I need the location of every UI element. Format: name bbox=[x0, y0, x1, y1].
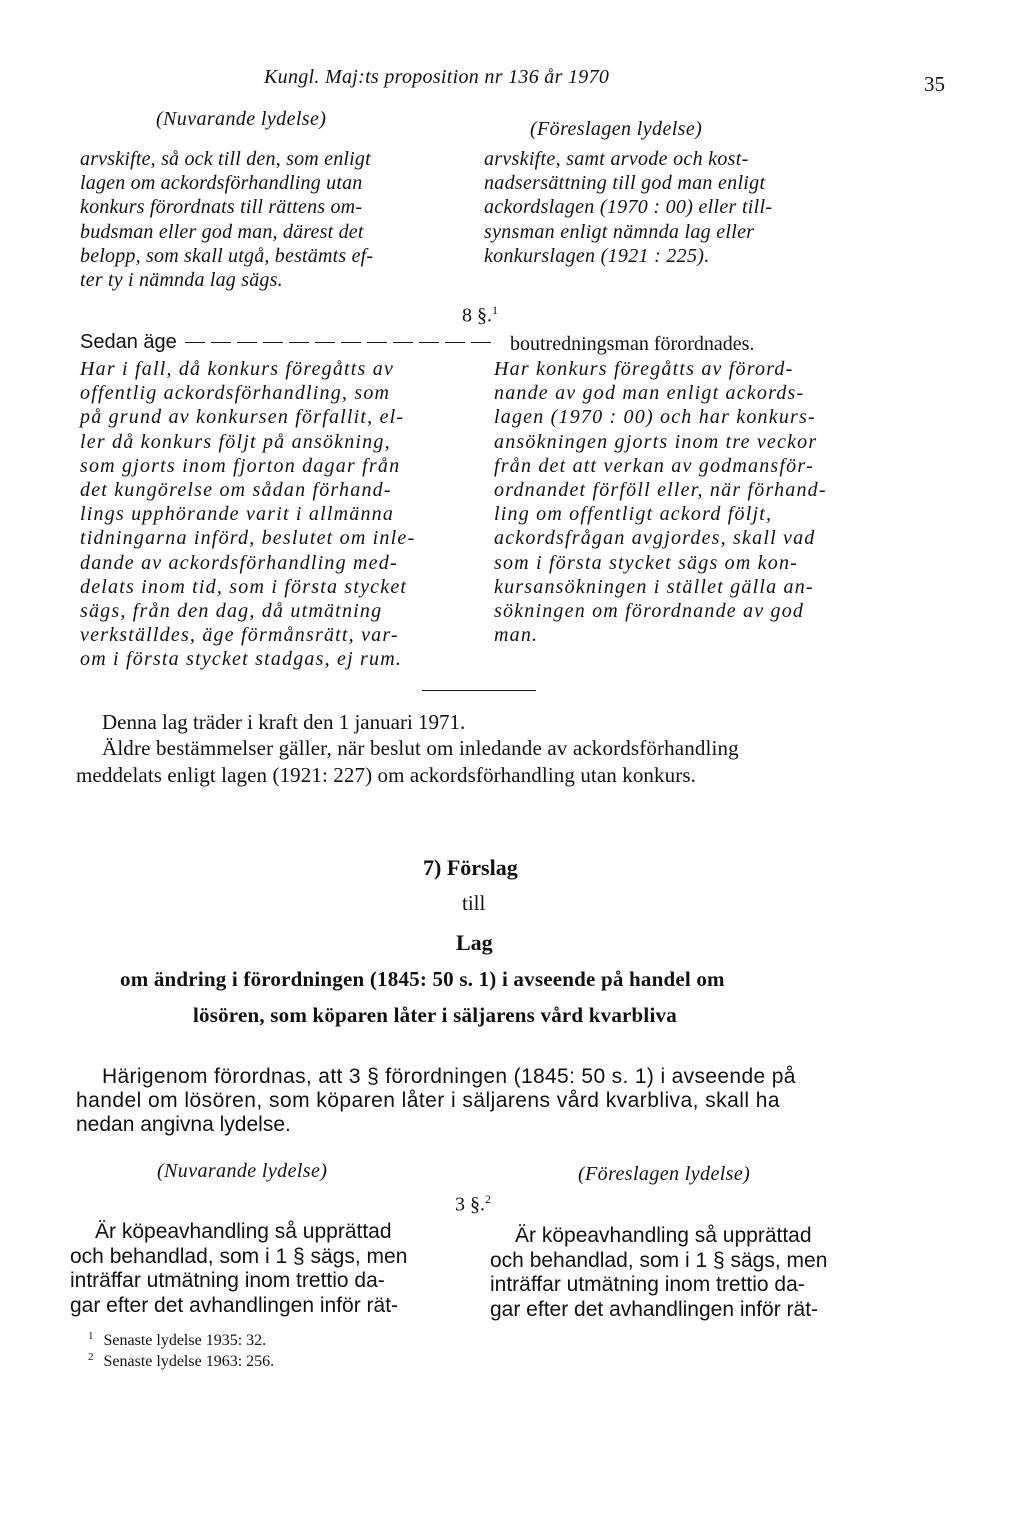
transition-line-1: Denna lag träder i kraft den 1 januari 1971. bbox=[102, 710, 466, 734]
text-line: belopp, som skall utgå, bestämts ef- bbox=[80, 244, 374, 267]
text-line: sägs, från den dag, då utmätning bbox=[80, 600, 383, 623]
proposal-intro bbox=[76, 1065, 896, 1137]
section3-left-text bbox=[70, 1220, 470, 1318]
text-line: arvskifte, samt arvode och kost- bbox=[484, 148, 749, 170]
footnote-2: $^2$ Senaste lydelse 1963: 256. bbox=[88, 1351, 275, 1371]
text-line: konkurslagen (1921 : 225). bbox=[484, 244, 710, 267]
transition-line-2: Äldre bestämmelser gäller, när beslut om inledande av ackordsförhandling bbox=[102, 736, 739, 760]
section3-right-text bbox=[490, 1224, 890, 1322]
text-line: inträffar utmätning inom trettio da- bbox=[70, 1269, 385, 1292]
text-line: nande av god man enligt ackords- bbox=[494, 382, 805, 405]
text-line: lagen om ackordsförhandling utan bbox=[80, 172, 363, 195]
proposal-subtitle-1: om ändring i förordningen (1845: 50 s. 1) i avseende på handel om bbox=[120, 967, 725, 991]
text-line: man. bbox=[494, 624, 539, 647]
text-line: verkställdes, äge förmånsrätt, var- bbox=[80, 624, 399, 647]
text-line: ansökningen gjorts inom tre veckor bbox=[494, 430, 818, 453]
right-column-heading: (Föreslagen lydelse) bbox=[530, 118, 703, 140]
text-line: nadsersättning till god man enligt bbox=[484, 172, 766, 195]
running-header: Kungl. Maj:ts proposition nr 136 år 1970 bbox=[264, 66, 610, 88]
text-line: och behandlad, som i 1 § sägs, men bbox=[70, 1244, 408, 1268]
text-line: som i första stycket sägs om kon- bbox=[494, 551, 799, 574]
text-line: Har konkurs föregåtts av förord- bbox=[494, 358, 794, 380]
proposal-subtitle-2: lösören, som köparen låter i säljarens vård kvarbliva bbox=[193, 1003, 677, 1027]
text-line: ordnandet förföll eller, när förhand- bbox=[494, 479, 827, 502]
text-line: konkurs förordnats till rättens om- bbox=[80, 196, 363, 219]
text-line: Har i fall, då konkurs föregåtts av bbox=[80, 358, 395, 380]
sedan-line-right: boutredningsman förordnades. bbox=[510, 333, 755, 355]
footnote-ref: 1 bbox=[492, 303, 498, 317]
text-line: tidningarna införd, beslutet om inle- bbox=[80, 527, 416, 550]
text-line: det kungörelse om sådan förhand- bbox=[80, 479, 392, 502]
footnote-mark: 1 bbox=[88, 1330, 94, 1342]
text-line: Är köpeavhandling så upprättad bbox=[95, 1220, 392, 1243]
text-line: handel om lösören, som köparen låter i säljarens vård kvarbliva, skall ha bbox=[76, 1089, 781, 1112]
text-line: Är köpeavhandling så upprättad bbox=[515, 1224, 812, 1247]
paragraph-number-8: 8 §.$^1$ bbox=[462, 303, 498, 327]
text-line: från det att verkan av godmansför- bbox=[494, 454, 814, 477]
sedan-line-left: Sedan äge bbox=[80, 331, 494, 354]
text-line: nedan angivna lydelse. bbox=[76, 1113, 291, 1136]
text-line: kursansökningen i stället gälla an- bbox=[494, 575, 814, 598]
footnote-1: $^1$ Senaste lydelse 1935: 32. bbox=[88, 1330, 267, 1350]
transition-line-3: meddelats enligt lagen (1921: 227) om ackordsförhandling utan konkurs. bbox=[76, 763, 696, 787]
text-line: på grund av konkursen förfallit, el- bbox=[80, 406, 405, 429]
paragraph-number-3: 3 §.$^2$ bbox=[455, 1192, 491, 1216]
text-line: gar efter det avhandlingen inför rät- bbox=[70, 1293, 399, 1317]
text-line: lings upphörande varit i allmänna bbox=[80, 503, 395, 526]
text-line: sökningen om förordnande av god bbox=[494, 600, 805, 623]
text-line: ackordsfrågan avgjordes, skall vad bbox=[494, 527, 816, 550]
section1-left-text bbox=[80, 147, 480, 292]
section2-left-text bbox=[80, 357, 480, 672]
text-line: ler då konkurs följt på ansökning, bbox=[80, 430, 391, 453]
footnote-ref: 2 bbox=[485, 1192, 491, 1206]
text-line: dande av ackordsförhandling med- bbox=[80, 551, 398, 574]
text-line: Härigenom förordnas, att 3 § förordningen (1845: 50 s. 1) i avseende på bbox=[102, 1065, 796, 1088]
text-line: arvskifte, så ock till den, som enligt bbox=[80, 148, 371, 170]
text-line: inträffar utmätning inom trettio da- bbox=[490, 1273, 805, 1296]
text-line: delats inom tid, som i första stycket bbox=[80, 575, 408, 598]
footnote-mark: 2 bbox=[88, 1351, 94, 1363]
text-line: offentlig ackordsförhandling, som bbox=[80, 382, 391, 405]
text-line: budsman eller god man, därest det bbox=[80, 220, 364, 243]
left-column-heading-2: (Nuvarande lydelse) bbox=[157, 1160, 328, 1182]
proposal-lag: Lag bbox=[456, 930, 493, 955]
left-column-heading: (Nuvarande lydelse) bbox=[156, 108, 327, 130]
text-line: ter ty i nämnda lag sägs. bbox=[80, 269, 283, 292]
section-divider bbox=[422, 690, 536, 691]
text-line: gar efter det avhandlingen inför rät- bbox=[490, 1297, 819, 1321]
proposal-till: till bbox=[462, 891, 486, 915]
page-number: 35 bbox=[924, 72, 945, 96]
text-line: som gjorts inom fjorton dagar från bbox=[80, 454, 401, 477]
text-line: ackordslagen (1970 : 00) eller till- bbox=[484, 196, 773, 219]
text-line: lagen (1970 : 00) och har konkurs- bbox=[494, 406, 816, 429]
text-line: ling om offentligt ackord följt, bbox=[494, 503, 773, 526]
section1-right-text bbox=[484, 147, 884, 268]
text-line: synsman enligt nämnda lag eller bbox=[484, 220, 755, 243]
section2-right-text bbox=[494, 357, 894, 647]
proposal-number-title: 7) Förslag bbox=[423, 855, 518, 880]
text-line: och behandlad, som i 1 § sägs, men bbox=[490, 1248, 828, 1272]
right-column-heading-2: (Föreslagen lydelse) bbox=[578, 1163, 751, 1185]
text-line: om i första stycket stadgas, ej rum. bbox=[80, 648, 403, 671]
